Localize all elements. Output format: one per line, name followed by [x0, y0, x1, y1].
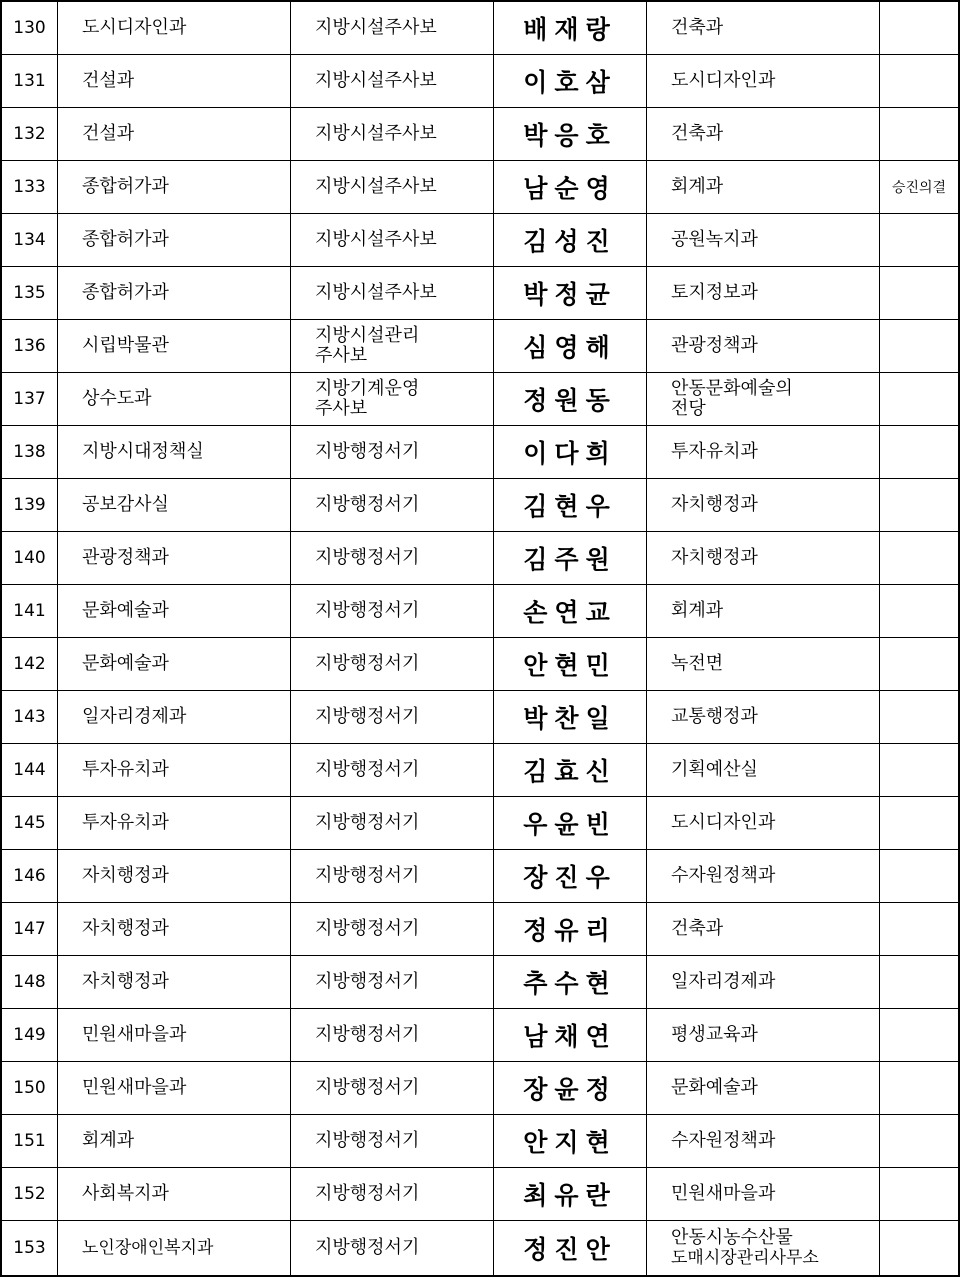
rank-text: 지방행정서기	[315, 653, 420, 674]
remarks	[880, 903, 960, 956]
remarks	[880, 373, 960, 426]
current-department-text: 노인장애인복지과	[82, 1238, 214, 1258]
table-row	[1, 903, 959, 956]
person-name: 정진안	[494, 1221, 647, 1277]
current-department-text: 공보감사실	[82, 494, 169, 515]
row-number: 146	[1, 850, 58, 903]
table-row	[1, 585, 959, 638]
current-department	[58, 744, 291, 797]
rank	[291, 1115, 494, 1168]
current-department-text: 일자리경제과	[82, 706, 187, 727]
new-department	[647, 850, 880, 903]
person-name: 김주원	[494, 532, 647, 585]
rank-line: 주사보	[315, 345, 368, 366]
current-department-text: 문화예술과	[82, 653, 169, 674]
current-department	[58, 161, 291, 214]
current-department	[58, 1, 291, 55]
remarks	[880, 585, 960, 638]
current-department	[58, 1009, 291, 1062]
table-row	[1, 638, 959, 691]
person-name: 우윤빈	[494, 797, 647, 850]
current-department	[58, 479, 291, 532]
row-number: 135	[1, 267, 58, 320]
remarks	[880, 1062, 960, 1115]
row-number: 131	[1, 55, 58, 108]
row-number: 134	[1, 214, 58, 267]
new-department	[647, 691, 880, 744]
remarks: 승진의결	[880, 161, 960, 214]
current-department	[58, 585, 291, 638]
rank	[291, 691, 494, 744]
row-number: 133	[1, 161, 58, 214]
current-department-text: 지방시대정책실	[82, 441, 204, 462]
table-row	[1, 1062, 959, 1115]
table-row	[1, 320, 959, 373]
rank-text: 지방시설주사보	[315, 17, 437, 38]
rank	[291, 267, 494, 320]
new-department	[647, 797, 880, 850]
current-department-text: 민원새마을과	[82, 1024, 187, 1045]
remarks	[880, 55, 960, 108]
current-department-text: 자치행정과	[82, 918, 169, 939]
person-name: 장윤정	[494, 1062, 647, 1115]
table-row	[1, 956, 959, 1009]
person-name: 장진우	[494, 850, 647, 903]
rank	[291, 1, 494, 55]
remarks	[880, 267, 960, 320]
new-department-text: 회계과	[671, 600, 724, 621]
table-row	[1, 373, 959, 426]
table-row	[1, 850, 959, 903]
current-department-text: 투자유치과	[82, 812, 169, 833]
current-department	[58, 638, 291, 691]
table-row	[1, 691, 959, 744]
new-department-text: 기획예산실	[671, 759, 758, 780]
rank-text: 지방행정서기	[315, 865, 420, 886]
rank-text: 지방행정서기	[315, 812, 420, 833]
person-name: 박찬일	[494, 691, 647, 744]
new-department	[647, 479, 880, 532]
rank	[291, 1221, 494, 1277]
table-row	[1, 744, 959, 797]
rank-text: 지방시설주사보	[315, 229, 437, 250]
remarks	[880, 1168, 960, 1221]
row-number: 152	[1, 1168, 58, 1221]
current-department	[58, 426, 291, 479]
remarks	[880, 108, 960, 161]
row-number: 139	[1, 479, 58, 532]
rank	[291, 797, 494, 850]
rank-text: 지방행정서기	[315, 971, 420, 992]
remarks	[880, 850, 960, 903]
rank	[291, 1168, 494, 1221]
rank	[291, 55, 494, 108]
current-department-text: 시립박물관	[82, 335, 169, 356]
new-department-text: 건축과	[671, 123, 724, 144]
new-department	[647, 108, 880, 161]
row-number: 144	[1, 744, 58, 797]
current-department-text: 사회복지과	[82, 1183, 169, 1204]
new-department-text: 투자유치과	[671, 441, 758, 462]
person-name: 안지현	[494, 1115, 647, 1168]
new-department	[647, 744, 880, 797]
new-department-text: 녹전면	[671, 653, 724, 674]
table-row	[1, 426, 959, 479]
rank	[291, 956, 494, 1009]
new-department-text: 수자원정책과	[671, 1130, 776, 1151]
rank	[291, 1009, 494, 1062]
current-department-text: 투자유치과	[82, 759, 169, 780]
current-department	[58, 1062, 291, 1115]
row-number: 145	[1, 797, 58, 850]
table-row	[1, 532, 959, 585]
rank-text: 지방행정서기	[315, 759, 420, 780]
new-department	[647, 1062, 880, 1115]
current-department	[58, 108, 291, 161]
current-department	[58, 691, 291, 744]
current-department	[58, 850, 291, 903]
rank	[291, 1062, 494, 1115]
new-department	[647, 320, 880, 373]
current-department-text: 관광정책과	[82, 547, 169, 568]
remarks	[880, 1, 960, 55]
current-department	[58, 267, 291, 320]
remarks	[880, 1009, 960, 1062]
new-department-text	[671, 1228, 857, 1268]
table-row	[1, 1, 959, 55]
person-name: 안현민	[494, 638, 647, 691]
current-department	[58, 373, 291, 426]
new-department-text: 도시디자인과	[671, 812, 776, 833]
rank	[291, 108, 494, 161]
current-department-text: 자치행정과	[82, 971, 169, 992]
row-number: 137	[1, 373, 58, 426]
current-department-text: 도시디자인과	[82, 17, 187, 38]
new-department	[647, 1168, 880, 1221]
new-department	[647, 903, 880, 956]
new-department-text: 수자원정책과	[671, 865, 776, 886]
current-department	[58, 956, 291, 1009]
new-department-text: 평생교육과	[671, 1024, 758, 1045]
row-number: 147	[1, 903, 58, 956]
remarks	[880, 320, 960, 373]
current-department-text: 종합허가과	[82, 176, 169, 197]
current-department-text: 문화예술과	[82, 600, 169, 621]
new-department	[647, 55, 880, 108]
current-department	[58, 214, 291, 267]
table-row	[1, 1168, 959, 1221]
row-number: 150	[1, 1062, 58, 1115]
table-row	[1, 55, 959, 108]
rank-text: 지방시설주사보	[315, 176, 437, 197]
person-name: 남채연	[494, 1009, 647, 1062]
row-number: 143	[1, 691, 58, 744]
row-number: 142	[1, 638, 58, 691]
rank-text: 지방행정서기	[315, 1237, 420, 1258]
table-row	[1, 214, 959, 267]
new-department-line: 도매시장관리사무소	[671, 1248, 819, 1268]
new-department	[647, 585, 880, 638]
row-number: 141	[1, 585, 58, 638]
remarks	[880, 691, 960, 744]
new-department-text: 건축과	[671, 918, 724, 939]
row-number: 140	[1, 532, 58, 585]
rank	[291, 850, 494, 903]
rank-text	[315, 379, 471, 419]
person-name: 김성진	[494, 214, 647, 267]
new-department	[647, 161, 880, 214]
remarks	[880, 214, 960, 267]
rank	[291, 903, 494, 956]
new-department-text: 일자리경제과	[671, 971, 776, 992]
current-department	[58, 532, 291, 585]
remarks	[880, 956, 960, 1009]
new-department	[647, 956, 880, 1009]
new-department	[647, 1009, 880, 1062]
remarks	[880, 426, 960, 479]
rank	[291, 426, 494, 479]
row-number: 130	[1, 1, 58, 55]
person-name: 이다희	[494, 426, 647, 479]
current-department-text: 민원새마을과	[82, 1077, 187, 1098]
new-department-text: 문화예술과	[671, 1077, 758, 1098]
person-name: 박응호	[494, 108, 647, 161]
remarks	[880, 1115, 960, 1168]
new-department	[647, 1115, 880, 1168]
remarks	[880, 744, 960, 797]
new-department	[647, 1221, 880, 1277]
new-department	[647, 214, 880, 267]
person-name: 정원동	[494, 373, 647, 426]
table-row	[1, 267, 959, 320]
roster-body	[1, 1, 959, 1276]
rank-text: 지방행정서기	[315, 547, 420, 568]
rank	[291, 585, 494, 638]
table-row	[1, 1221, 959, 1277]
rank-line: 주사보	[315, 398, 368, 419]
rank	[291, 320, 494, 373]
new-department-text: 민원새마을과	[671, 1183, 776, 1204]
new-department-line: 안동문화예술의	[671, 378, 793, 399]
new-department-text: 회계과	[671, 176, 724, 197]
new-department-text	[671, 379, 857, 419]
new-department	[647, 373, 880, 426]
person-name: 정유리	[494, 903, 647, 956]
current-department-text: 상수도과	[82, 388, 152, 409]
current-department	[58, 55, 291, 108]
rank	[291, 638, 494, 691]
new-department-text: 관광정책과	[671, 335, 758, 356]
person-name: 박정균	[494, 267, 647, 320]
current-department-text: 자치행정과	[82, 865, 169, 886]
rank-text	[315, 326, 471, 366]
person-name: 이호삼	[494, 55, 647, 108]
rank-text: 지방행정서기	[315, 1130, 420, 1151]
current-department-text: 회계과	[82, 1130, 135, 1151]
rank	[291, 532, 494, 585]
rank-text: 지방행정서기	[315, 706, 420, 727]
table-row	[1, 161, 959, 214]
new-department-text: 교통행정과	[671, 706, 758, 727]
new-department	[647, 638, 880, 691]
person-name: 김현우	[494, 479, 647, 532]
rank-text: 지방행정서기	[315, 494, 420, 515]
person-name: 추수현	[494, 956, 647, 1009]
row-number: 132	[1, 108, 58, 161]
current-department	[58, 797, 291, 850]
current-department-text: 건설과	[82, 123, 135, 144]
table-row	[1, 479, 959, 532]
rank-text: 지방시설주사보	[315, 282, 437, 303]
current-department	[58, 1221, 291, 1277]
row-number: 151	[1, 1115, 58, 1168]
person-name: 최유란	[494, 1168, 647, 1221]
row-number: 148	[1, 956, 58, 1009]
person-name: 김효신	[494, 744, 647, 797]
rank	[291, 214, 494, 267]
table-row	[1, 1009, 959, 1062]
current-department-text: 건설과	[82, 70, 135, 91]
new-department	[647, 426, 880, 479]
table-row	[1, 108, 959, 161]
rank-line: 지방시설관리	[315, 325, 420, 346]
rank-text: 지방행정서기	[315, 1024, 420, 1045]
new-department-text: 도시디자인과	[671, 70, 776, 91]
remarks	[880, 1221, 960, 1277]
rank	[291, 479, 494, 532]
new-department	[647, 1, 880, 55]
rank-text: 지방시설주사보	[315, 70, 437, 91]
row-number: 153	[1, 1221, 58, 1277]
current-department	[58, 1115, 291, 1168]
rank-text: 지방시설주사보	[315, 123, 437, 144]
new-department-line: 전당	[671, 398, 706, 419]
rank	[291, 744, 494, 797]
current-department-text: 종합허가과	[82, 229, 169, 250]
rank	[291, 373, 494, 426]
new-department-text: 건축과	[671, 17, 724, 38]
new-department-text: 공원녹지과	[671, 229, 758, 250]
rank-text: 지방행정서기	[315, 1183, 420, 1204]
row-number: 149	[1, 1009, 58, 1062]
table-row	[1, 797, 959, 850]
new-department-text: 자치행정과	[671, 494, 758, 515]
person-name: 배재랑	[494, 1, 647, 55]
row-number: 136	[1, 320, 58, 373]
rank-text: 지방행정서기	[315, 918, 420, 939]
current-department	[58, 903, 291, 956]
person-name: 심영해	[494, 320, 647, 373]
new-department	[647, 532, 880, 585]
new-department-text: 토지정보과	[671, 282, 758, 303]
new-department	[647, 267, 880, 320]
remarks	[880, 797, 960, 850]
rank-text: 지방행정서기	[315, 600, 420, 621]
current-department-text: 종합허가과	[82, 282, 169, 303]
person-name: 손연교	[494, 585, 647, 638]
person-name: 남순영	[494, 161, 647, 214]
current-department	[58, 1168, 291, 1221]
remarks	[880, 638, 960, 691]
new-department-text: 자치행정과	[671, 547, 758, 568]
rank-line: 지방기계운영	[315, 378, 420, 399]
row-number: 138	[1, 426, 58, 479]
rank-text: 지방행정서기	[315, 441, 420, 462]
current-department	[58, 320, 291, 373]
rank-text: 지방행정서기	[315, 1077, 420, 1098]
remarks	[880, 479, 960, 532]
rank	[291, 161, 494, 214]
remarks	[880, 532, 960, 585]
new-department-line: 안동시농수산물	[671, 1227, 793, 1248]
table-row	[1, 1115, 959, 1168]
